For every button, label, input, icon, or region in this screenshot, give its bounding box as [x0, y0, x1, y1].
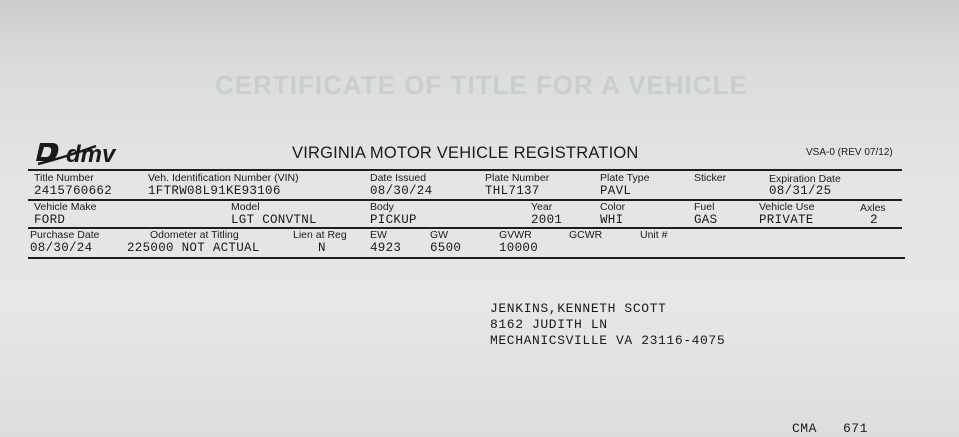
owner-street: 8162 JUDITH LN	[490, 317, 608, 332]
owner-city: MECHANICSVILLE VA 23116-4075	[490, 333, 726, 348]
gw-value: 6500	[430, 241, 462, 255]
make-value: FORD	[34, 213, 66, 227]
gvwr-label: GVWR	[499, 229, 532, 241]
date-issued-value: 08/30/24	[370, 184, 433, 198]
year-value: 2001	[531, 213, 563, 227]
form-number: VSA-0 (REV 07/12)	[806, 147, 893, 158]
gvwr-value: 10000	[499, 241, 539, 255]
model-label: Model	[231, 201, 260, 213]
color-value: WHI	[600, 213, 624, 227]
color-label: Color	[600, 201, 626, 213]
row3-rule	[28, 257, 905, 259]
fuel-label: Fuel	[694, 201, 715, 213]
background-certificate-text: CERTIFICATE OF TITLE FOR A VEHICLE	[215, 70, 748, 100]
vin-label: Veh. Identification Number (VIN)	[148, 172, 299, 184]
fuel-value: GAS	[694, 213, 718, 227]
unit-label: Unit #	[640, 229, 668, 241]
plate-type-value: PAVL	[600, 184, 632, 198]
title-number-label: Title Number	[34, 172, 94, 184]
ew-label: EW	[370, 229, 387, 241]
footer-number: 671	[843, 421, 868, 436]
footer-code: CMA	[792, 421, 817, 436]
body-label: Body	[370, 201, 394, 213]
lien-label: Lien at Reg	[293, 229, 347, 241]
axles-value: 2	[870, 213, 878, 227]
vehicle-use-label: Vehicle Use	[759, 201, 815, 213]
top-rule	[28, 169, 902, 171]
odometer-label: Odometer at Titling	[150, 229, 239, 241]
svg-text:dmv: dmv	[66, 141, 116, 168]
body-value: PICKUP	[370, 213, 417, 227]
lien-value: N	[318, 241, 326, 255]
expiration-label: Expiration Date	[769, 173, 841, 185]
year-label: Year	[531, 201, 553, 213]
odometer-value: 225000 NOT ACTUAL	[127, 241, 260, 255]
vin-value: 1FTRW08L91KE93106	[148, 184, 281, 198]
make-label: Vehicle Make	[34, 201, 97, 213]
plate-number-value: THL7137	[485, 184, 540, 198]
dmv-logo	[36, 137, 144, 169]
purchase-date-label: Purchase Date	[30, 229, 100, 241]
sticker-label: Sticker	[694, 172, 727, 184]
gcwr-label: GCWR	[569, 229, 603, 241]
vehicle-use-value: PRIVATE	[759, 213, 814, 227]
plate-type-label: Plate Type	[600, 172, 650, 184]
ew-value: 4923	[370, 241, 402, 255]
gw-label: GW	[430, 229, 449, 241]
date-issued-label: Date Issued	[370, 172, 427, 184]
document-title: VIRGINIA MOTOR VEHICLE REGISTRATION	[292, 144, 639, 162]
title-number-value: 2415760662	[34, 184, 113, 198]
owner-name: JENKINS,KENNETH SCOTT	[490, 301, 667, 316]
expiration-value: 08/31/25	[769, 184, 832, 198]
purchase-date-value: 08/30/24	[30, 241, 93, 255]
plate-number-label: Plate Number	[485, 172, 550, 184]
model-value: LGT CONVTNL	[231, 213, 317, 227]
axles-label: Axles	[860, 202, 886, 214]
